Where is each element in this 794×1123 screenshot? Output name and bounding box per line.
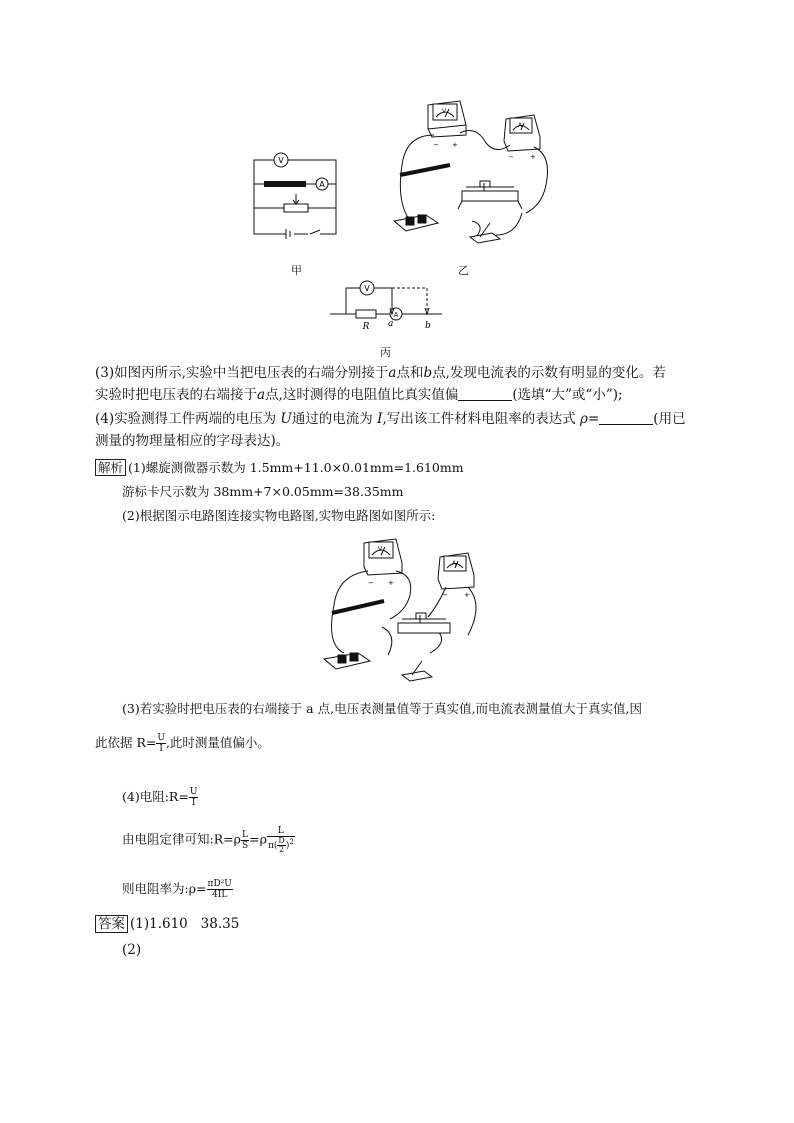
question-4-line-1: (4)实验测得工件两端的电压为 U通过的电流为 I,写出该工件材料电阻率的表达式 ρ= (用已 <box>95 411 686 427</box>
apparatus-voltmeter-symbol: V <box>442 108 447 115</box>
figure-label-yi: 乙 <box>458 264 469 277</box>
answer-blank-3[interactable] <box>458 386 512 401</box>
answer-blank-4[interactable] <box>599 410 653 425</box>
analysis-label: 解析 <box>95 459 126 476</box>
bing-ammeter-symbol: A <box>393 311 399 319</box>
analysis-line-6: (4)电阻:R= $\frac{U}{I}$ <box>122 787 198 808</box>
a-volt-minus: − <box>368 579 374 587</box>
answer-label: 答案 <box>95 915 128 933</box>
amp-plus-label: + <box>530 153 536 161</box>
bing-resistor-label: R <box>362 322 370 332</box>
apparatus-ammeter-symbol: A <box>518 122 523 129</box>
apparatus-figure-analysis <box>318 535 488 685</box>
circuit-diagram-bing <box>330 278 445 333</box>
volt-plus-label: + <box>452 141 458 149</box>
ammeter-symbol: A <box>319 180 325 189</box>
a-amp-plus: + <box>464 591 470 599</box>
apparatus-figure-yi <box>376 95 556 255</box>
analysis-line-8: 则电阻率为:ρ= $\frac{\text{πD²U}}{4IL}$ <box>122 879 232 900</box>
bing-point-b: b <box>425 321 431 331</box>
analysis-line-3: (2)根据图示电路图连接实物电路图,实物电路图如图所示: <box>122 508 436 523</box>
amp-minus-label: − <box>508 153 514 161</box>
question-3-line-1: (3)如图丙所示,实验中当把电压表的右端分别接于a点和b点,发现电流表的示数有明显的变化。若 <box>95 365 666 381</box>
a-voltmeter-symbol: V <box>378 546 383 553</box>
voltmeter-symbol: V <box>278 156 284 165</box>
analysis-line-1: 解析 (1)螺旋测微器示数为 1.5mm+11.0×0.01mm=1.610mm <box>95 457 464 479</box>
answer-line-2: (2) <box>122 942 142 958</box>
question-3-line-2: 实验时把电压表的右端接于a点,这时测得的电阻值比真实值偏 (选填“大”或“小”); <box>95 387 623 403</box>
fraction-resistivity: $\frac{\text{πD²U}}{4IL}$ <box>207 879 232 900</box>
fraction-u-over-i: $\frac{U}{I}$ <box>157 733 165 754</box>
bing-voltmeter-symbol: V <box>364 284 370 293</box>
analysis-line-7: 由电阻定律可知:R=ρ $\frac{L}{S}$ =ρ L π( $\frac{D}{2}$ )$^2$ <box>122 826 294 854</box>
a-ammeter-symbol: A <box>452 560 457 567</box>
fraction-l-over-s: $\frac{L}{S}$ <box>241 829 249 851</box>
fraction-l-over-area: L π( $\frac{D}{2}$ )$^2$ <box>267 826 294 854</box>
circuit-diagram-jia <box>248 150 348 245</box>
fraction-r: $\frac{U}{I}$ <box>189 787 198 808</box>
figure-label-bing: 丙 <box>380 346 391 359</box>
answer-line-1: 答案 (1)1.610 38.35 <box>95 913 239 935</box>
analysis-line-5: 此依据 R= $\frac{U}{I}$ ,此时测量值偏小。 <box>95 733 270 754</box>
figure-label-jia: 甲 <box>291 264 302 277</box>
a-volt-plus: + <box>388 579 394 587</box>
a-amp-minus: − <box>442 591 448 599</box>
volt-minus-label: − <box>433 141 439 149</box>
question-4-line-2: 测量的物理量相应的字母表达)。 <box>95 433 290 449</box>
analysis-line-4: (3)若实验时把电压表的右端接于 a 点,电压表测量值等于真实值,而电流表测量值大于真实值,因 <box>122 701 643 716</box>
bing-point-a: a <box>388 319 394 329</box>
analysis-line-2: 游标卡尺示数为 38mm+7×0.05mm=38.35mm <box>122 484 404 499</box>
